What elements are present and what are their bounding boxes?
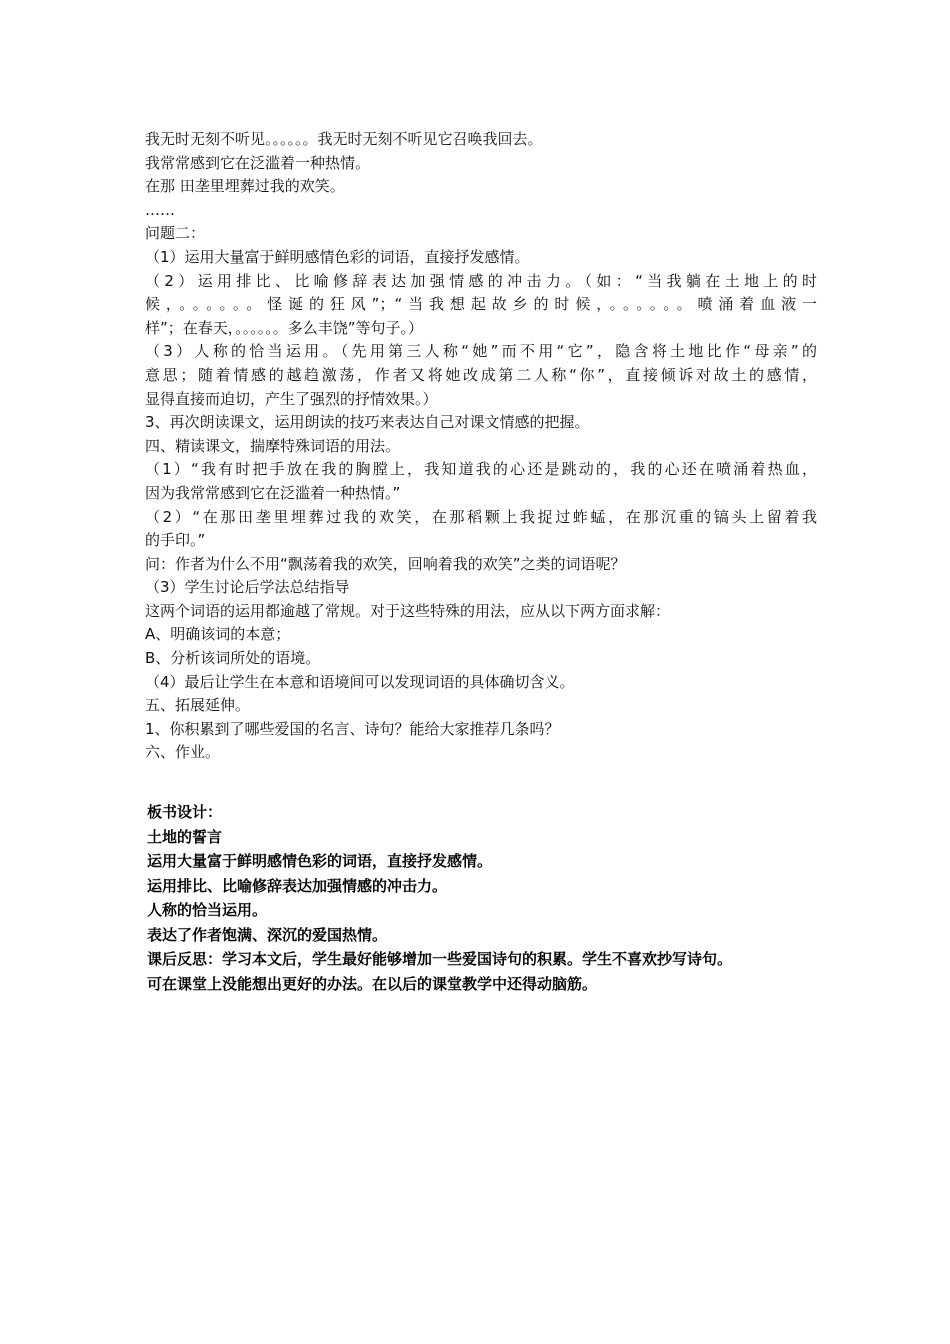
text-line: 问：作者为什么不用“飘荡着我的欢笑，回响着我的欢笑”之类的词语呢？: [145, 554, 626, 573]
board-point: 表达了作者饱满、深沉的爱国热情。: [147, 925, 388, 944]
board-point: 运用大量富于鲜明感情色彩的词语，直接抒发感情。: [147, 852, 493, 870]
text-line: 因为我常常感到它在泛滥着一种热情。”: [145, 483, 401, 502]
text-line: A、明确该词的本意；: [145, 625, 291, 644]
ellipsis-line: ……: [145, 200, 175, 219]
text-line: （3）人称的恰当运用。（先用第三人称“她”而不用“它”，隐含将土地比作“母亲”的: [145, 342, 817, 361]
section-heading-homework: 六、作业。: [145, 743, 221, 762]
text-line: （1）“我有时把手放在我的胸膛上，我知道我的心还是跳动的，我的心还在喷涌着热血，: [145, 460, 817, 479]
text-line: （2）运用排比、比喻修辞表达加强情感的冲击力。（如：“当我躺在土地上的时: [145, 271, 817, 290]
text-line: 样”；在春天，。。。。。。多么丰饶”等句子。）: [145, 318, 424, 337]
reflection-line: 可在课堂上没能想出更好的办法。在以后的课堂教学中还得动脑筋。: [147, 974, 598, 993]
text-line: 意思；随着情感的越趋激荡，作者又将她改成第二人称“你”，直接倾诉对故土的感情，: [145, 365, 817, 384]
section-heading-extension: 五、拓展延伸。: [145, 696, 251, 715]
board-point: 运用排比、比喻修辞表达加强情感的冲击力。: [147, 876, 448, 895]
board-title: 土地的誓言: [147, 827, 223, 846]
reflection-line: 课后反思：学习本文后，学生最好能够增加一些爱国诗句的积累。学生不喜欢抄写诗句。: [147, 950, 733, 968]
text-line: 我常常感到它在泛滥着一种热情。: [145, 153, 371, 172]
text-line: B、分析该词所处的语境。: [145, 649, 321, 668]
text-line: 这两个词语的运用都逾越了常规。对于这些特殊的用法，应从以下两方面求解：: [145, 601, 671, 620]
lesson-body-text: [145, 128, 817, 765]
text-line: 我无时无刻不听见。。。。。。我无时无刻不听见它召唤我回去。: [145, 130, 543, 148]
board-design-block: [147, 800, 817, 996]
text-line: （3）学生讨论后学法总结指导: [145, 578, 350, 597]
section-heading-close-reading: 四、精读课文，揣摩特殊词语的用法。: [145, 436, 401, 455]
text-line: 3、再次朗读课文，运用朗读的技巧来表达自己对课文情感的把握。: [145, 413, 590, 432]
text-line: （2）“在那田垄里埋葬过我的欢笑，在那稻颗上我捉过蚱蜢，在那沉重的镐头上留着我: [145, 507, 817, 526]
text-line: 显得直接而迫切，产生了强烈的抒情效果。）: [145, 389, 438, 408]
board-design-heading: 板书设计：: [147, 803, 223, 821]
text-line: （1）运用大量富于鲜明感情色彩的词语，直接抒发感情。: [145, 247, 530, 266]
section-heading-question-two: 问题二：: [145, 224, 206, 243]
text-line: 1、你积累到了哪些爱国的名言、诗句？能给大家推荐几条吗？: [145, 719, 560, 738]
text-line: 候，。。。。。。怪诞的狂风”；“当我想起故乡的时候，。。。。。。喷涌着血液一: [145, 295, 817, 314]
text-line: 在那 田垄里埋葬过我的欢笑。: [145, 177, 345, 196]
board-point: 人称的恰当运用。: [147, 901, 268, 919]
text-line: （4）最后让学生在本意和语境间可以发现词语的具体确切含义。: [145, 672, 575, 691]
text-line: 的手印。”: [145, 531, 206, 550]
